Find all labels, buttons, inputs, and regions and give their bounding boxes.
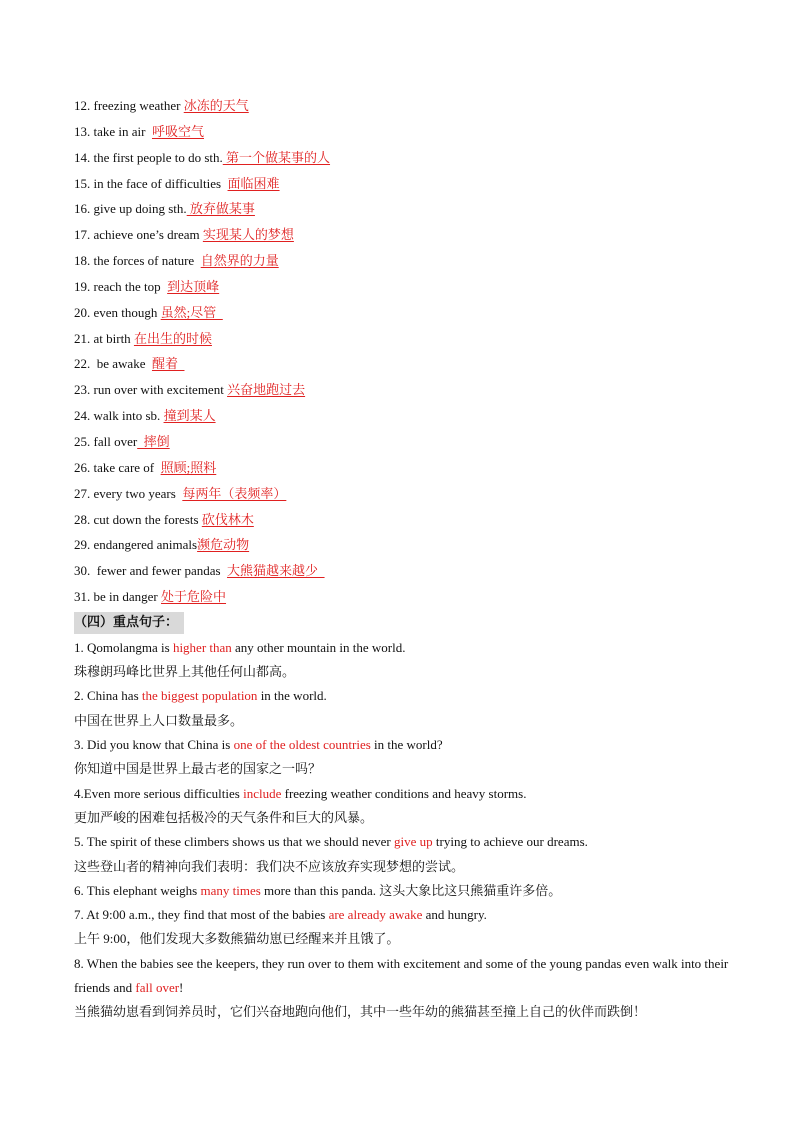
sentence-text: and hungry.: [422, 907, 487, 923]
phrase-chinese-answer: 虽然;尽管: [160, 304, 223, 320]
phrase-list: [74, 93, 734, 610]
sentence-translation: 更加严峻的困难包括极冷的天气条件和巨大的风暴。: [74, 809, 374, 825]
phrase-english: 12. freezing weather: [74, 98, 184, 113]
phrase-item: [74, 532, 734, 558]
phrase-english: 26. take care of: [74, 459, 161, 475]
sentence-text: 3. Did you know that China is: [74, 737, 234, 753]
phrase-english: 22. be awake: [74, 356, 152, 372]
section-title: （四）重点句子：: [74, 612, 184, 634]
sentence-highlight: the biggest population: [141, 688, 258, 704]
phrase-chinese-answer: 处于危险中: [161, 589, 227, 605]
phrase-chinese-answer: 濒危动物: [197, 537, 250, 553]
phrase-chinese-answer: 醒着: [151, 356, 185, 372]
phrase-english: 23. run over with excitement: [74, 382, 228, 398]
section-heading: [74, 610, 734, 636]
sentence-translation: 珠穆朗玛峰比世界上其他任何山都高。: [74, 664, 296, 680]
phrase-chinese-answer: 兴奋地跑过去: [227, 382, 306, 398]
phrase-chinese-answer: 照顾;照料: [160, 459, 217, 475]
sentence-text: 1. Qomolangma is: [74, 639, 173, 655]
sentence-text: in the world?: [370, 737, 443, 753]
sentence-text: in the world.: [257, 688, 327, 704]
phrase-chinese-answer: 撞到某人: [163, 408, 216, 424]
phrase-chinese-answer: 摔倒: [137, 433, 170, 449]
phrase-english: 15. in the face of difficulties: [74, 175, 228, 191]
phrase-item: [74, 93, 734, 119]
sentence-text: any other mountain in the world.: [231, 639, 406, 655]
phrase-chinese-answer: 自然界的力量: [200, 253, 279, 269]
sentence-text: 6. This elephant weighs: [74, 882, 201, 898]
phrase-chinese-answer: 第一个做某事的人: [222, 149, 331, 165]
sentence-highlight: one of the oldest countries: [233, 737, 371, 753]
sentence-text: more than this panda. 这头大象比这只熊猫重许多倍。: [260, 882, 562, 898]
phrase-item: [74, 326, 734, 352]
sentence-english: [74, 782, 734, 806]
phrase-item: [74, 403, 734, 429]
sentence-english: [74, 903, 734, 927]
worksheet-page: [74, 93, 734, 1025]
phrase-item: [74, 145, 734, 171]
sentence-text: trying to achieve our dreams.: [432, 834, 588, 850]
phrase-english: 28. cut down the forests: [74, 511, 202, 527]
phrase-chinese-answer: 面临困难: [227, 175, 280, 191]
sentence-translation: 中国在世界上人口数量最多。: [74, 712, 244, 728]
sentence-text: 8. When the babies see the keepers, they run over to them with excitement and some of the young pandas even walk into their friends and: [74, 955, 729, 996]
phrase-english: 13. take in air: [74, 123, 152, 139]
sentence-translation: 当熊猫幼崽看到饲养员时，它们兴奋地跑向他们，其中一些年幼的熊猫甚至撞上自己的伙伴而跌倒！: [74, 1004, 647, 1020]
phrase-item: [74, 584, 734, 610]
sentence-text: !: [179, 980, 184, 996]
phrase-english: 21. at birth: [74, 330, 134, 346]
sentence-english: [74, 636, 734, 660]
sentence-text: 2. China has: [74, 688, 142, 704]
sentence-text: 5. The spirit of these climbers shows us that we should never: [74, 834, 395, 850]
phrase-english: 14. the first people to do sth.: [74, 149, 223, 165]
phrase-chinese-answer: 在出生的时候: [133, 330, 212, 346]
phrase-item: [74, 222, 734, 248]
sentence-translation: 上午 9:00，他们发现大多数熊猫幼崽已经醒来并且饿了。: [74, 931, 400, 947]
sentence-english: [74, 879, 734, 903]
sentence-text: 4.Even more serious difficulties: [74, 785, 244, 801]
sentence-highlight: fall over: [135, 980, 180, 996]
sentence-english: [74, 733, 734, 757]
sentence-translation: 你知道中国是世界上最古老的国家之一吗？: [74, 761, 322, 777]
phrase-chinese-answer: 冰冻的天气: [183, 98, 249, 113]
phrase-english: 30. fewer and fewer pandas: [74, 563, 228, 579]
phrase-chinese-answer: 大熊猫越来越少: [227, 563, 325, 579]
phrase-english: 24. walk into sb.: [74, 408, 164, 424]
phrase-english: 19. reach the top: [74, 278, 168, 294]
phrase-english: 29. endangered animals: [74, 537, 198, 553]
phrase-chinese-answer: 每两年（表频率）: [182, 485, 287, 501]
sentence-list: [74, 636, 734, 1025]
phrase-item: [74, 248, 734, 274]
phrase-chinese-answer: 实现某人的梦想: [202, 227, 294, 243]
phrase-item: [74, 558, 734, 584]
phrase-item: [74, 377, 734, 403]
phrase-chinese-answer: 砍伐林木: [201, 511, 254, 527]
phrase-item: [74, 171, 734, 197]
sentence-highlight: are already awake: [328, 907, 423, 923]
sentence-english: [74, 830, 734, 854]
phrase-item: [74, 196, 734, 222]
phrase-chinese-answer: 到达顶峰: [167, 278, 220, 294]
sentence-highlight: many times: [200, 882, 261, 898]
phrase-chinese-answer: 放弃做某事: [186, 201, 255, 217]
sentence-text: freezing weather conditions and heavy storms.: [281, 785, 527, 801]
sentence-highlight: higher than: [172, 639, 232, 655]
phrase-item: [74, 300, 734, 326]
phrase-item: [74, 351, 734, 377]
phrase-english: 18. the forces of nature: [74, 253, 201, 269]
phrase-item: [74, 274, 734, 300]
phrase-english: 17. achieve one’s dream: [74, 227, 203, 243]
phrase-item: [74, 507, 734, 533]
phrase-english: 25. fall over: [74, 433, 138, 449]
phrase-english: 27. every two years: [74, 485, 183, 501]
sentence-english: [74, 952, 734, 1001]
phrase-english: 16. give up doing sth.: [74, 201, 187, 217]
sentence-english: [74, 684, 734, 708]
phrase-english: 31. be in danger: [74, 589, 162, 605]
phrase-item: [74, 429, 734, 455]
sentence-translation: 这些登山者的精神向我们表明：我们决不应该放弃实现梦想的尝试。: [74, 858, 465, 874]
phrase-item: [74, 481, 734, 507]
phrase-item: [74, 119, 734, 145]
sentence-highlight: include: [243, 785, 282, 801]
sentence-highlight: give up: [394, 834, 433, 850]
phrase-english: 20. even though: [74, 304, 161, 320]
phrase-chinese-answer: 呼吸空气: [151, 123, 204, 139]
phrase-item: [74, 455, 734, 481]
sentence-text: 7. At 9:00 a.m., they find that most of the babies: [74, 907, 329, 923]
